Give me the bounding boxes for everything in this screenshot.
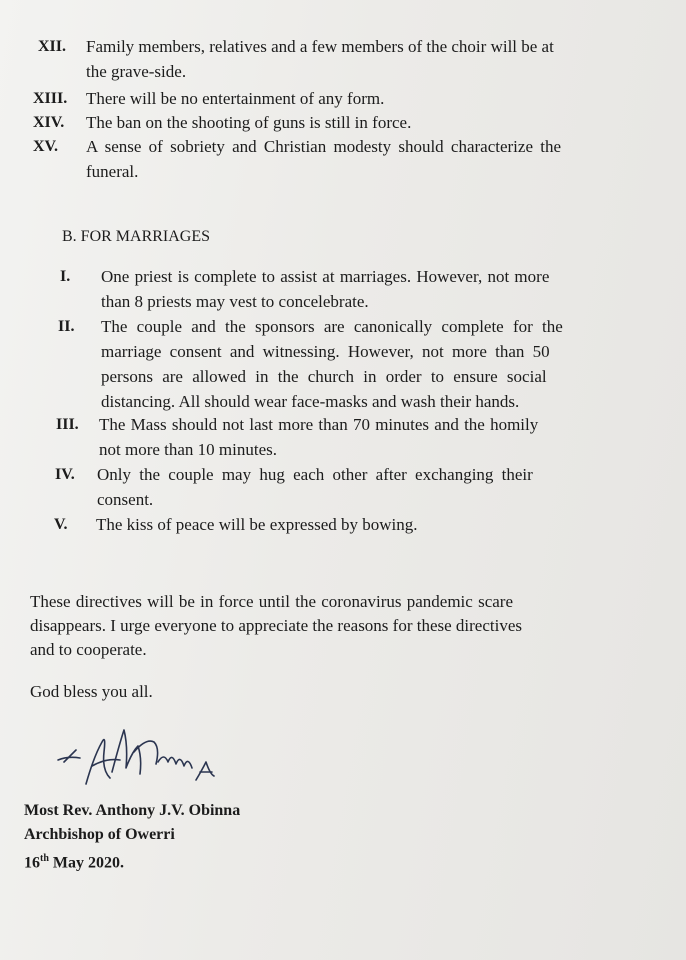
list-item: The ban on the shooting of guns is still in force. bbox=[86, 113, 412, 132]
section-heading: B. FOR MARRIAGES bbox=[62, 228, 211, 245]
item-number: XIII. bbox=[33, 90, 68, 107]
handwritten-signature bbox=[50, 722, 240, 792]
list-item: Family members, relatives and a few members of the choir will be at the grave-side. bbox=[86, 37, 554, 81]
signatory-name: Most Rev. Anthony J.V. Obinna bbox=[24, 802, 241, 819]
list-item: There will be no entertainment of any form. bbox=[86, 89, 385, 108]
closing-paragraph: These directives will be in force until the coronavirus pandemic scare disappears. I urge everyone to appreciate the reasons for these directives and to cooperate. bbox=[30, 592, 523, 659]
item-number: XV. bbox=[33, 138, 59, 155]
item-number: IV. bbox=[55, 466, 75, 483]
item-number: XII. bbox=[38, 38, 67, 55]
signatory-title: Archbishop of Owerri bbox=[24, 826, 175, 843]
list-item: The couple and the sponsors are canonically complete for the marriage consent and witnessing. However, not more than 50 persons are allowed in the church in order to ensure social distancing. All should wear face-masks and wash their hands. bbox=[101, 317, 563, 411]
list-item: The Mass should not last more than 70 minutes and the homily not more than 10 minutes. bbox=[99, 415, 539, 459]
list-item: Only the couple may hug each other after exchanging their consent. bbox=[97, 465, 533, 509]
item-number: II. bbox=[58, 318, 75, 335]
item-number: III. bbox=[56, 416, 79, 433]
item-number: I. bbox=[60, 268, 71, 285]
list-item: One priest is complete to assist at marriages. However, not more than 8 priests may vest to concelebrate. bbox=[101, 267, 550, 311]
item-number: V. bbox=[54, 516, 68, 533]
list-item: A sense of sobriety and Christian modesty should characterize the funeral. bbox=[86, 137, 562, 181]
blessing: God bless you all. bbox=[30, 682, 153, 701]
item-number: XIV. bbox=[33, 114, 65, 131]
signature-date: 16th May 2020. bbox=[24, 853, 125, 872]
list-item: The kiss of peace will be expressed by bowing. bbox=[96, 515, 418, 534]
